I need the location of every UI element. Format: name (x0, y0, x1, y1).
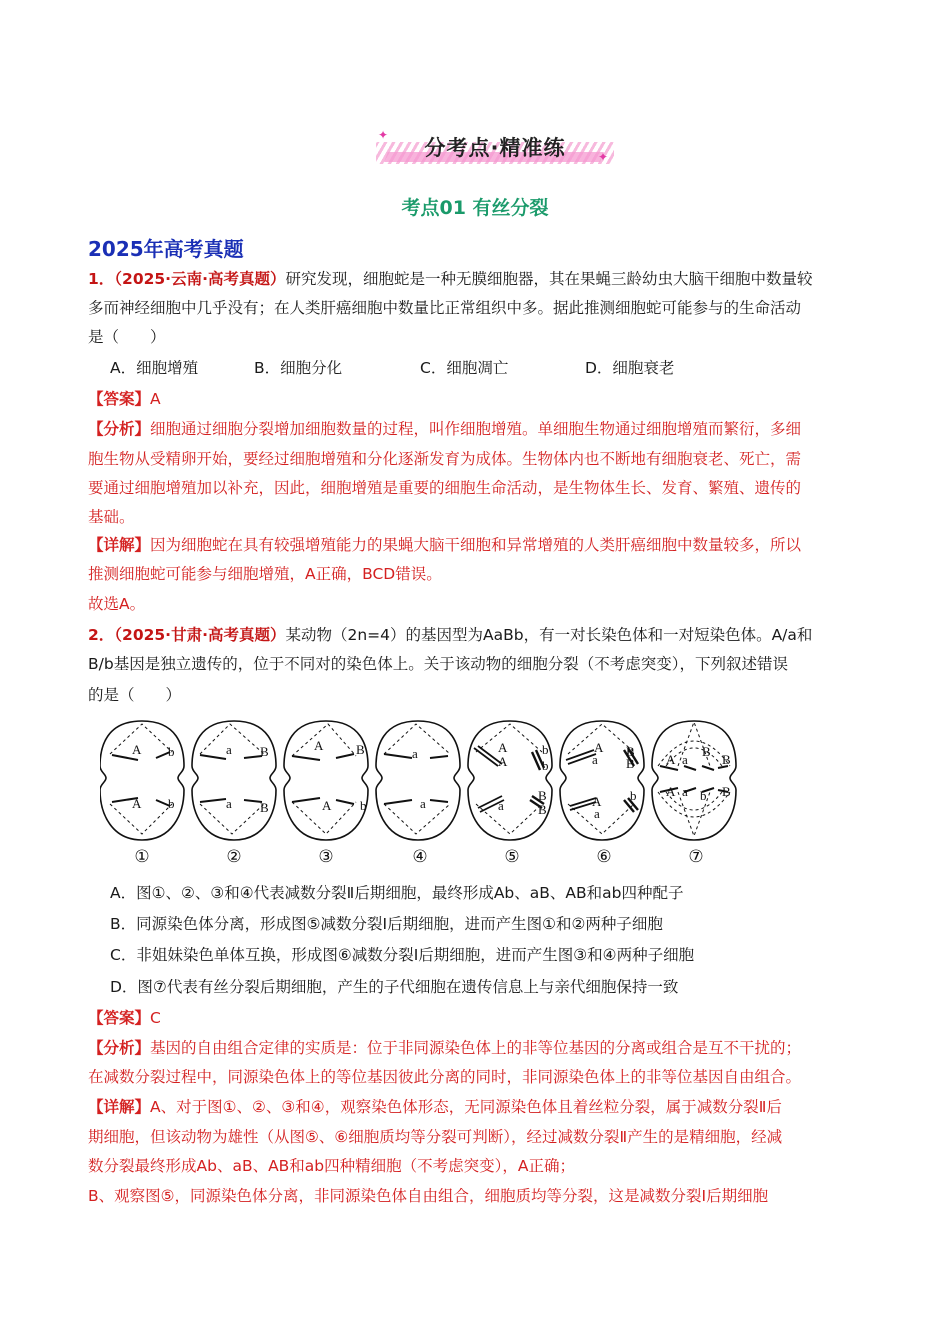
q2-stem-line (88, 624, 868, 646)
svg-text:A: A (666, 784, 676, 799)
cell-5-diagram (468, 721, 552, 840)
cell-7-diagram (652, 721, 736, 840)
q2-answer (88, 1007, 868, 1029)
sparkle-icon: ✦ (598, 150, 609, 164)
q2-option-c: C．非姐妹染色单体互换，形成图⑥减数分裂Ⅰ后期细胞，进而产生图③和④两种子细胞 (110, 946, 695, 964)
q1-detail (88, 534, 868, 556)
q2-stem-line: 的是（ ） (88, 686, 182, 704)
q1-option-c: C．细胞凋亡 (420, 359, 509, 377)
svg-text:b: b (168, 796, 175, 811)
svg-text:a: a (226, 796, 232, 811)
banner-title: 分考点·精准练 (424, 136, 566, 160)
answer-value: A (150, 390, 161, 408)
analysis-tag: 【分析】 (88, 1039, 151, 1057)
q2-source: （2025·甘肃·高考真题） (114, 626, 286, 644)
cell-2-diagram (192, 721, 276, 840)
svg-text:A: A (594, 740, 604, 755)
svg-text:a: a (682, 784, 688, 799)
q1-analysis-line: 基础。 (88, 508, 135, 526)
svg-text:a: a (226, 742, 232, 757)
svg-text:B: B (260, 744, 269, 759)
svg-text:A: A (592, 794, 602, 809)
q2-detail-line: B、观察图⑤，同源染色体分离，非同源染色体自由组合，细胞质均等分裂，这是减数分裂Ⅰ后期细胞 (88, 1187, 769, 1205)
answer-value: C (150, 1009, 161, 1027)
svg-text:b: b (360, 798, 367, 813)
q2-analysis-line: 在减数分裂过程中，同源染色体上的等位基因彼此分离的同时，非同源染色体上的非等位基因自由组合。 (88, 1068, 802, 1086)
q1-stem-line: 是（ ） (88, 328, 166, 346)
q1-answer (88, 388, 868, 410)
svg-text:B: B (626, 744, 635, 759)
svg-text:a: a (594, 806, 600, 821)
analysis-tag: 【分析】 (88, 420, 151, 438)
q1-conclusion: 故选A。 (88, 595, 146, 613)
svg-text:A: A (666, 752, 676, 767)
figure-label-7: ⑦ (688, 847, 704, 866)
q1-source: （2025·云南·高考真题） (114, 270, 286, 288)
detail-text: A、对于图①、②、③和④，观察染色体形态，无同源染色体且着丝粒分裂，属于减数分裂Ⅱ后 (150, 1098, 782, 1116)
svg-text:A: A (498, 740, 508, 755)
svg-text:B: B (722, 752, 731, 767)
banner (376, 128, 614, 170)
analysis-text: 基因的自由组合定律的实质是：位于非同源染色体上的非等位基因的分离或组合是互不干扰的； (150, 1039, 802, 1057)
svg-text:b: b (700, 788, 707, 803)
q2-detail (88, 1096, 868, 1118)
svg-text:a: a (420, 796, 426, 811)
q1-option-a: A．细胞增殖 (110, 359, 199, 377)
detail-tag: 【详解】 (88, 536, 151, 554)
q1-detail-line: 推测细胞蛇可能参与细胞增殖，A正确，BCD错误。 (88, 565, 442, 583)
cell-6-diagram (560, 721, 644, 840)
section-title: 考点01 有丝分裂 (401, 197, 549, 219)
svg-text:B: B (538, 788, 547, 803)
figure-label-1: ① (134, 847, 150, 866)
cell-1-diagram (100, 721, 184, 840)
q1-analysis-line: 胞生物从受精卵开始，要经过细胞增殖和分化逐渐发育为成体。生物体内也不断地有细胞衰老、死亡，需 (88, 450, 802, 468)
figure-label-6: ⑥ (596, 847, 612, 866)
q1-analysis (88, 418, 868, 440)
q2-detail-line: 期细胞，但该动物为雄性（从图⑤、⑥细胞质均等分裂可判断），经过减数分裂Ⅱ产生的是精细胞，经减 (88, 1128, 783, 1146)
figure-label-3: ③ (318, 847, 334, 866)
svg-text:B: B (538, 802, 547, 817)
svg-text:b: b (542, 742, 549, 757)
figure-label-5: ⑤ (504, 847, 520, 866)
q2-option-a: A．图①、②、③和④代表减数分裂Ⅱ后期细胞，最终形成Ab、aB、AB和ab四种配子 (110, 884, 684, 902)
q1-stem-text: 研究发现，细胞蛇是一种无膜细胞器，其在果蝇三龄幼虫大脑干细胞中数量较 (285, 270, 813, 288)
q2-analysis (88, 1037, 868, 1059)
svg-text:B: B (722, 784, 731, 799)
svg-text:b: b (630, 788, 637, 803)
svg-text:a: a (592, 752, 598, 767)
year-heading: 2025年高考真题 (88, 237, 244, 261)
q1-option-d: D．细胞衰老 (585, 359, 675, 377)
svg-text:a: a (498, 798, 504, 813)
svg-text:A: A (314, 738, 324, 753)
sparkle-icon: ✦ (378, 128, 389, 142)
q1-analysis-line: 要通过细胞增殖加以补充，因此，细胞增殖是重要的细胞生命活动，是生物体生长、发育、繁殖、遗传的 (88, 479, 802, 497)
svg-text:A: A (132, 796, 142, 811)
q2-option-d: D．图⑦代表有丝分裂后期细胞，产生的子代细胞在遗传信息上与亲代细胞保持一致 (110, 978, 679, 996)
svg-text:A: A (132, 742, 142, 757)
q2-stem-line: B/b基因是独立遗传的，位于不同对的染色体上。关于该动物的细胞分裂（不考虑突变），下列叙述错误 (88, 655, 788, 673)
q2-number: 2． (88, 626, 115, 644)
analysis-text: 细胞通过细胞分裂增加细胞数量的过程，叫作细胞增殖。单细胞生物通过细胞增殖而繁衍，多细 (150, 420, 802, 438)
cell-division-figure (100, 716, 760, 866)
q1-number: 1． (88, 270, 115, 288)
svg-text:B: B (356, 742, 365, 757)
q1-option-b: B．细胞分化 (254, 359, 343, 377)
svg-text:b: b (168, 744, 175, 759)
svg-text:b: b (542, 758, 549, 773)
answer-tag: 【答案】 (88, 390, 151, 408)
q2-detail-line: 数分裂最终形成Ab、aB、AB和ab四种精细胞（不考虑突变），A正确； (88, 1157, 576, 1175)
svg-text:B: B (626, 756, 635, 771)
svg-text:B: B (702, 744, 711, 759)
detail-text: 因为细胞蛇在具有较强增殖能力的果蝇大脑干细胞和异常增殖的人类肝癌细胞中数量较多，所以 (150, 536, 802, 554)
cell-4-diagram (376, 721, 460, 840)
svg-text:A: A (322, 798, 332, 813)
figure-label-4: ④ (412, 847, 428, 866)
q2-stem-text: 某动物（2n=4）的基因型为AaBb，有一对长染色体和一对短染色体。A/a和 (285, 626, 813, 644)
q1-stem-line: 多而神经细胞中几乎没有；在人类肝癌细胞中数量比正常组织中多。据此推测细胞蛇可能参与的生命活动 (88, 299, 802, 317)
figure-label-2: ② (226, 847, 242, 866)
cell-3-diagram (284, 721, 368, 840)
svg-text:B: B (260, 800, 269, 815)
svg-text:A: A (498, 754, 508, 769)
q2-option-b: B．同源染色体分离，形成图⑤减数分裂Ⅰ后期细胞，进而产生图①和②两种子细胞 (110, 915, 663, 933)
detail-tag: 【详解】 (88, 1098, 151, 1116)
answer-tag: 【答案】 (88, 1009, 151, 1027)
svg-text:a: a (682, 752, 688, 767)
q1-stem-line (88, 268, 868, 290)
svg-text:a: a (412, 746, 418, 761)
